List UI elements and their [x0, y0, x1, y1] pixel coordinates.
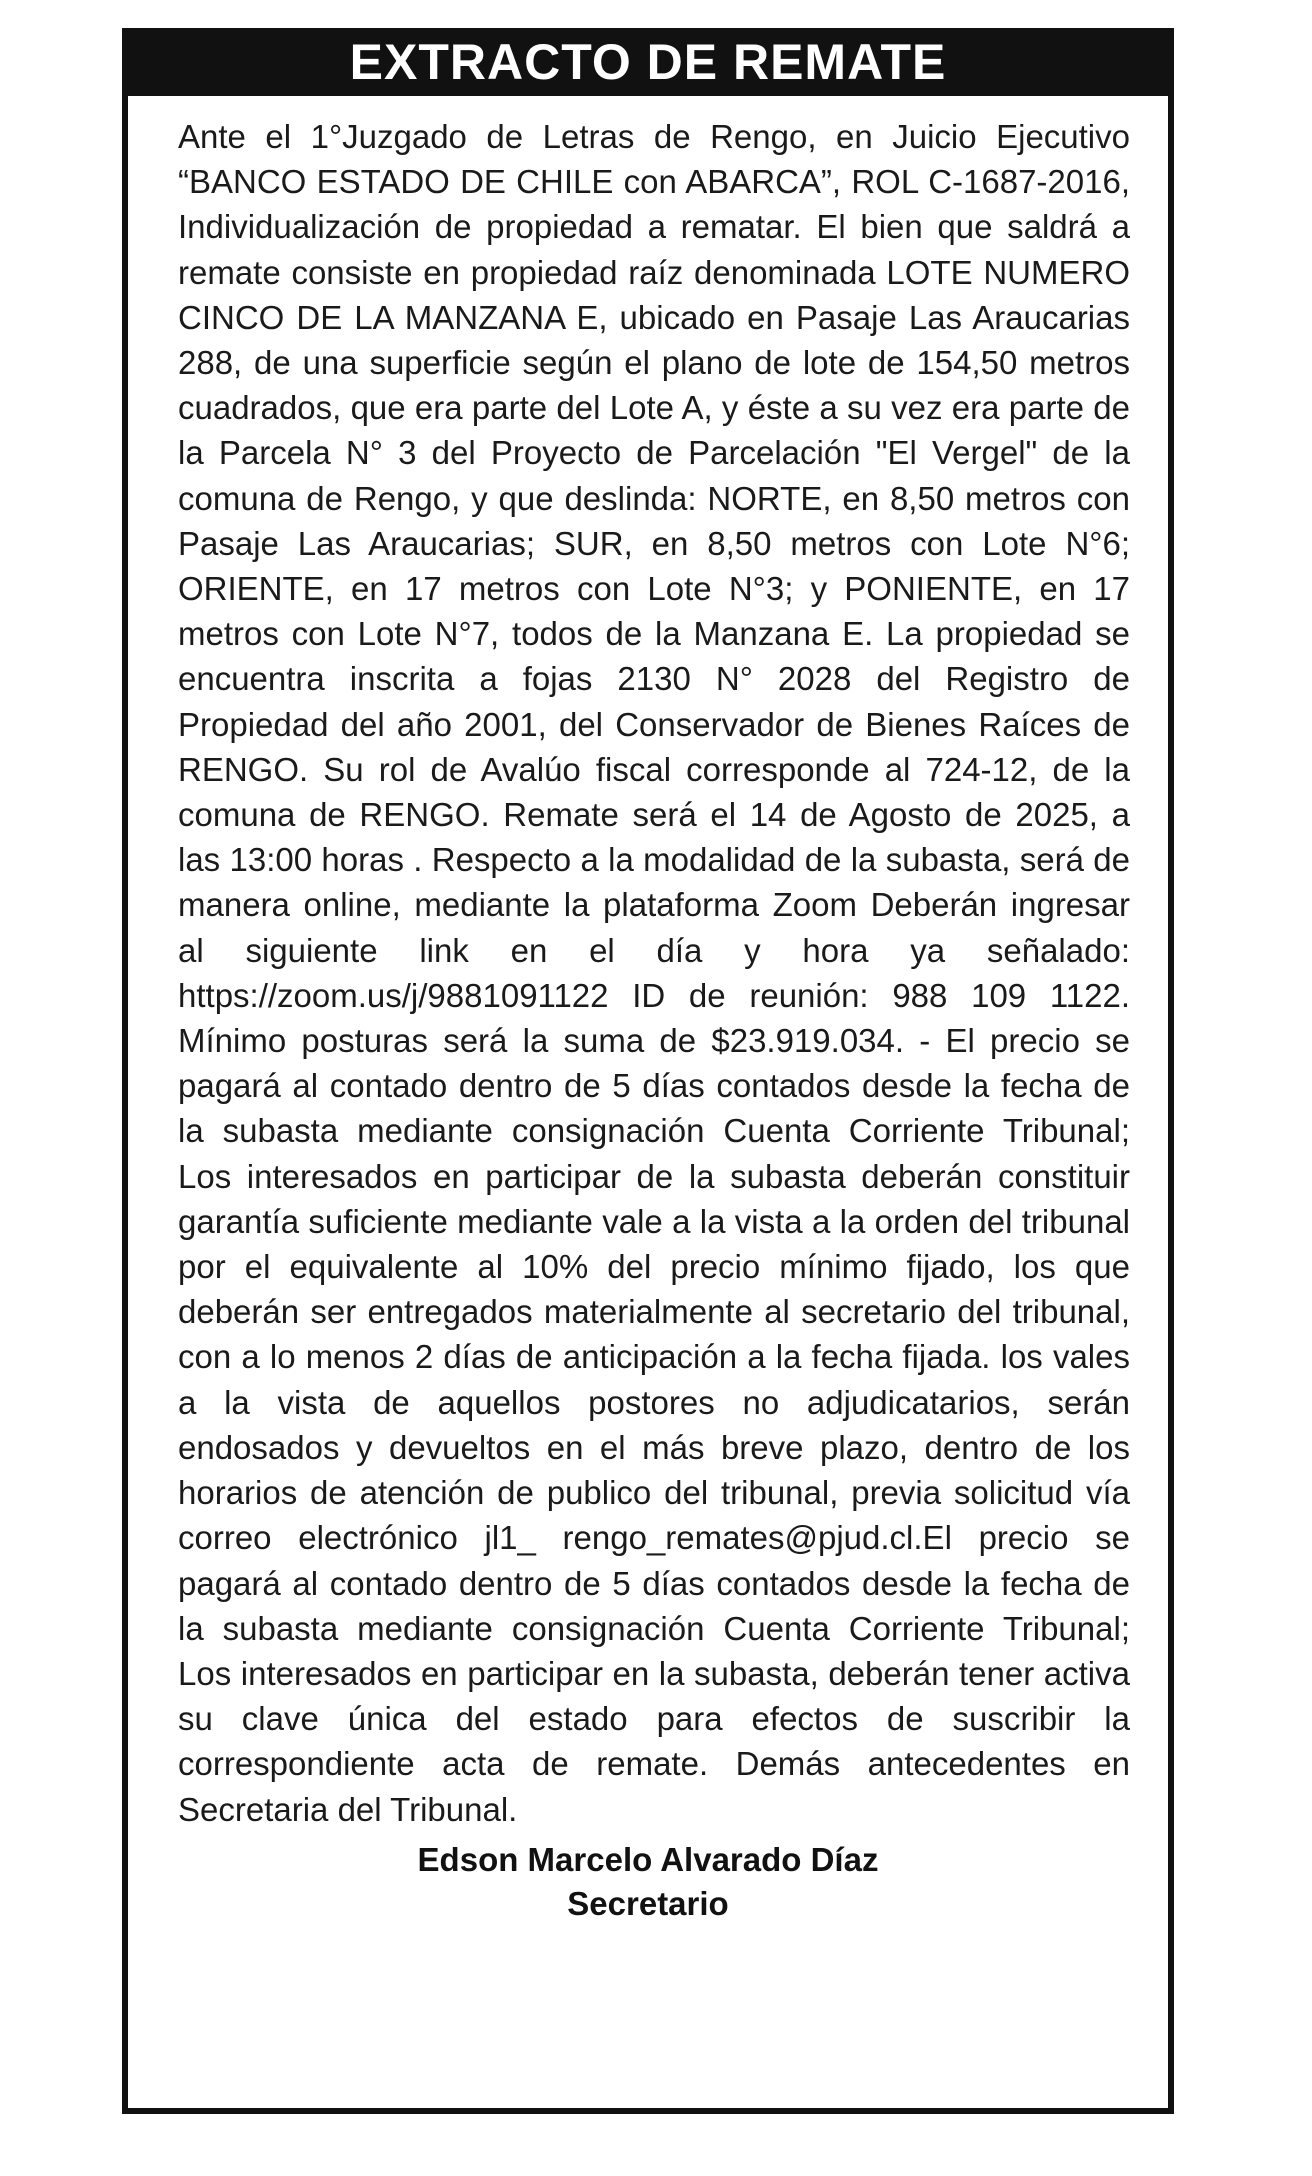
signature-name: Edson Marcelo Alvarado Díaz — [417, 1840, 879, 1878]
auction-notice — [122, 28, 1174, 2114]
signature-title: Secretario — [567, 1884, 729, 1922]
notice-title: EXTRACTO DE REMATE — [128, 28, 1168, 96]
notice-body: Ante el 1°Juzgado de Letras de Rengo, en Juicio Ejecutivo “BANCO ESTADO DE CHILE con ABARCA”, ROL C-1687-2016, Individualización de propiedad a rematar. El bien que saldrá a remate consiste en propiedad raíz denominada LOTE NUMERO CINCO DE LA MANZANA E, ubicado en Pasaje Las Araucarias 288, de una superficie según el plano de lote de 154,50 metros cuadrados, que era parte del Lote A, y éste a su vez era parte de la Parcela N° 3 del Proyecto de Parcelación "El Vergel" de la comuna de Rengo, y que deslinda: NORTE, en 8,50 metros con Pasaje Las Araucarias; SUR, en 8,50 metros con Lote N°6; ORIENTE, en 17 metros con Lote N°3; y PONIENTE, en 17 metros con Lote N°7, todos de la Manzana E. La propiedad se encuentra inscrita a fojas 2130 N° 2028 del Registro de Propiedad del año 2001, del Conservador de Bienes Raíces de RENGO. Su rol de Avalúo fiscal corresponde al 724-12, de la comuna de RENGO. Remate será el 14 de Agosto de 2025, a las 13:00 horas . Respecto a la modalidad de la subasta, será de manera online, mediante la plataforma Zoom Deberán ingresar al siguiente link en el día y hora ya señalado: https://zoom.us/j/9881091122 ID de reunión: 988 109 1122. Mínimo posturas será la suma de $23.919.034. - El precio se pagará al contado dentro de 5 días contados desde la fecha de la subasta mediante consignación Cuenta Corriente Tribunal; Los interesados en participar de la subasta deberán constituir garantía suficiente mediante vale a la vista a la orden del tribunal por el equivalente al 10% del precio mínimo fijado, los que deberán ser entregados materialmente al secretario del tribunal, con a lo menos 2 días de anticipación a la fecha fijada. los vales a la vista de aquellos postores no adjudicatarios, serán endosados y devueltos en el más breve plazo, dentro de los horarios de atención de publico del tribunal, previa solicitud vía correo electrónico jl1_ rengo_remates@pjud.cl.El precio se pagará al contado dentro de 5 días contados desde la fecha de la subasta mediante consignación Cuenta Corriente Tribunal; Los interesados en participar en la subasta, deberán tener activa su clave única del estado para efectos de suscribir la correspondiente acta de remate. Demás antecedentes en Secretaria del Tribunal. — [178, 118, 1130, 1828]
